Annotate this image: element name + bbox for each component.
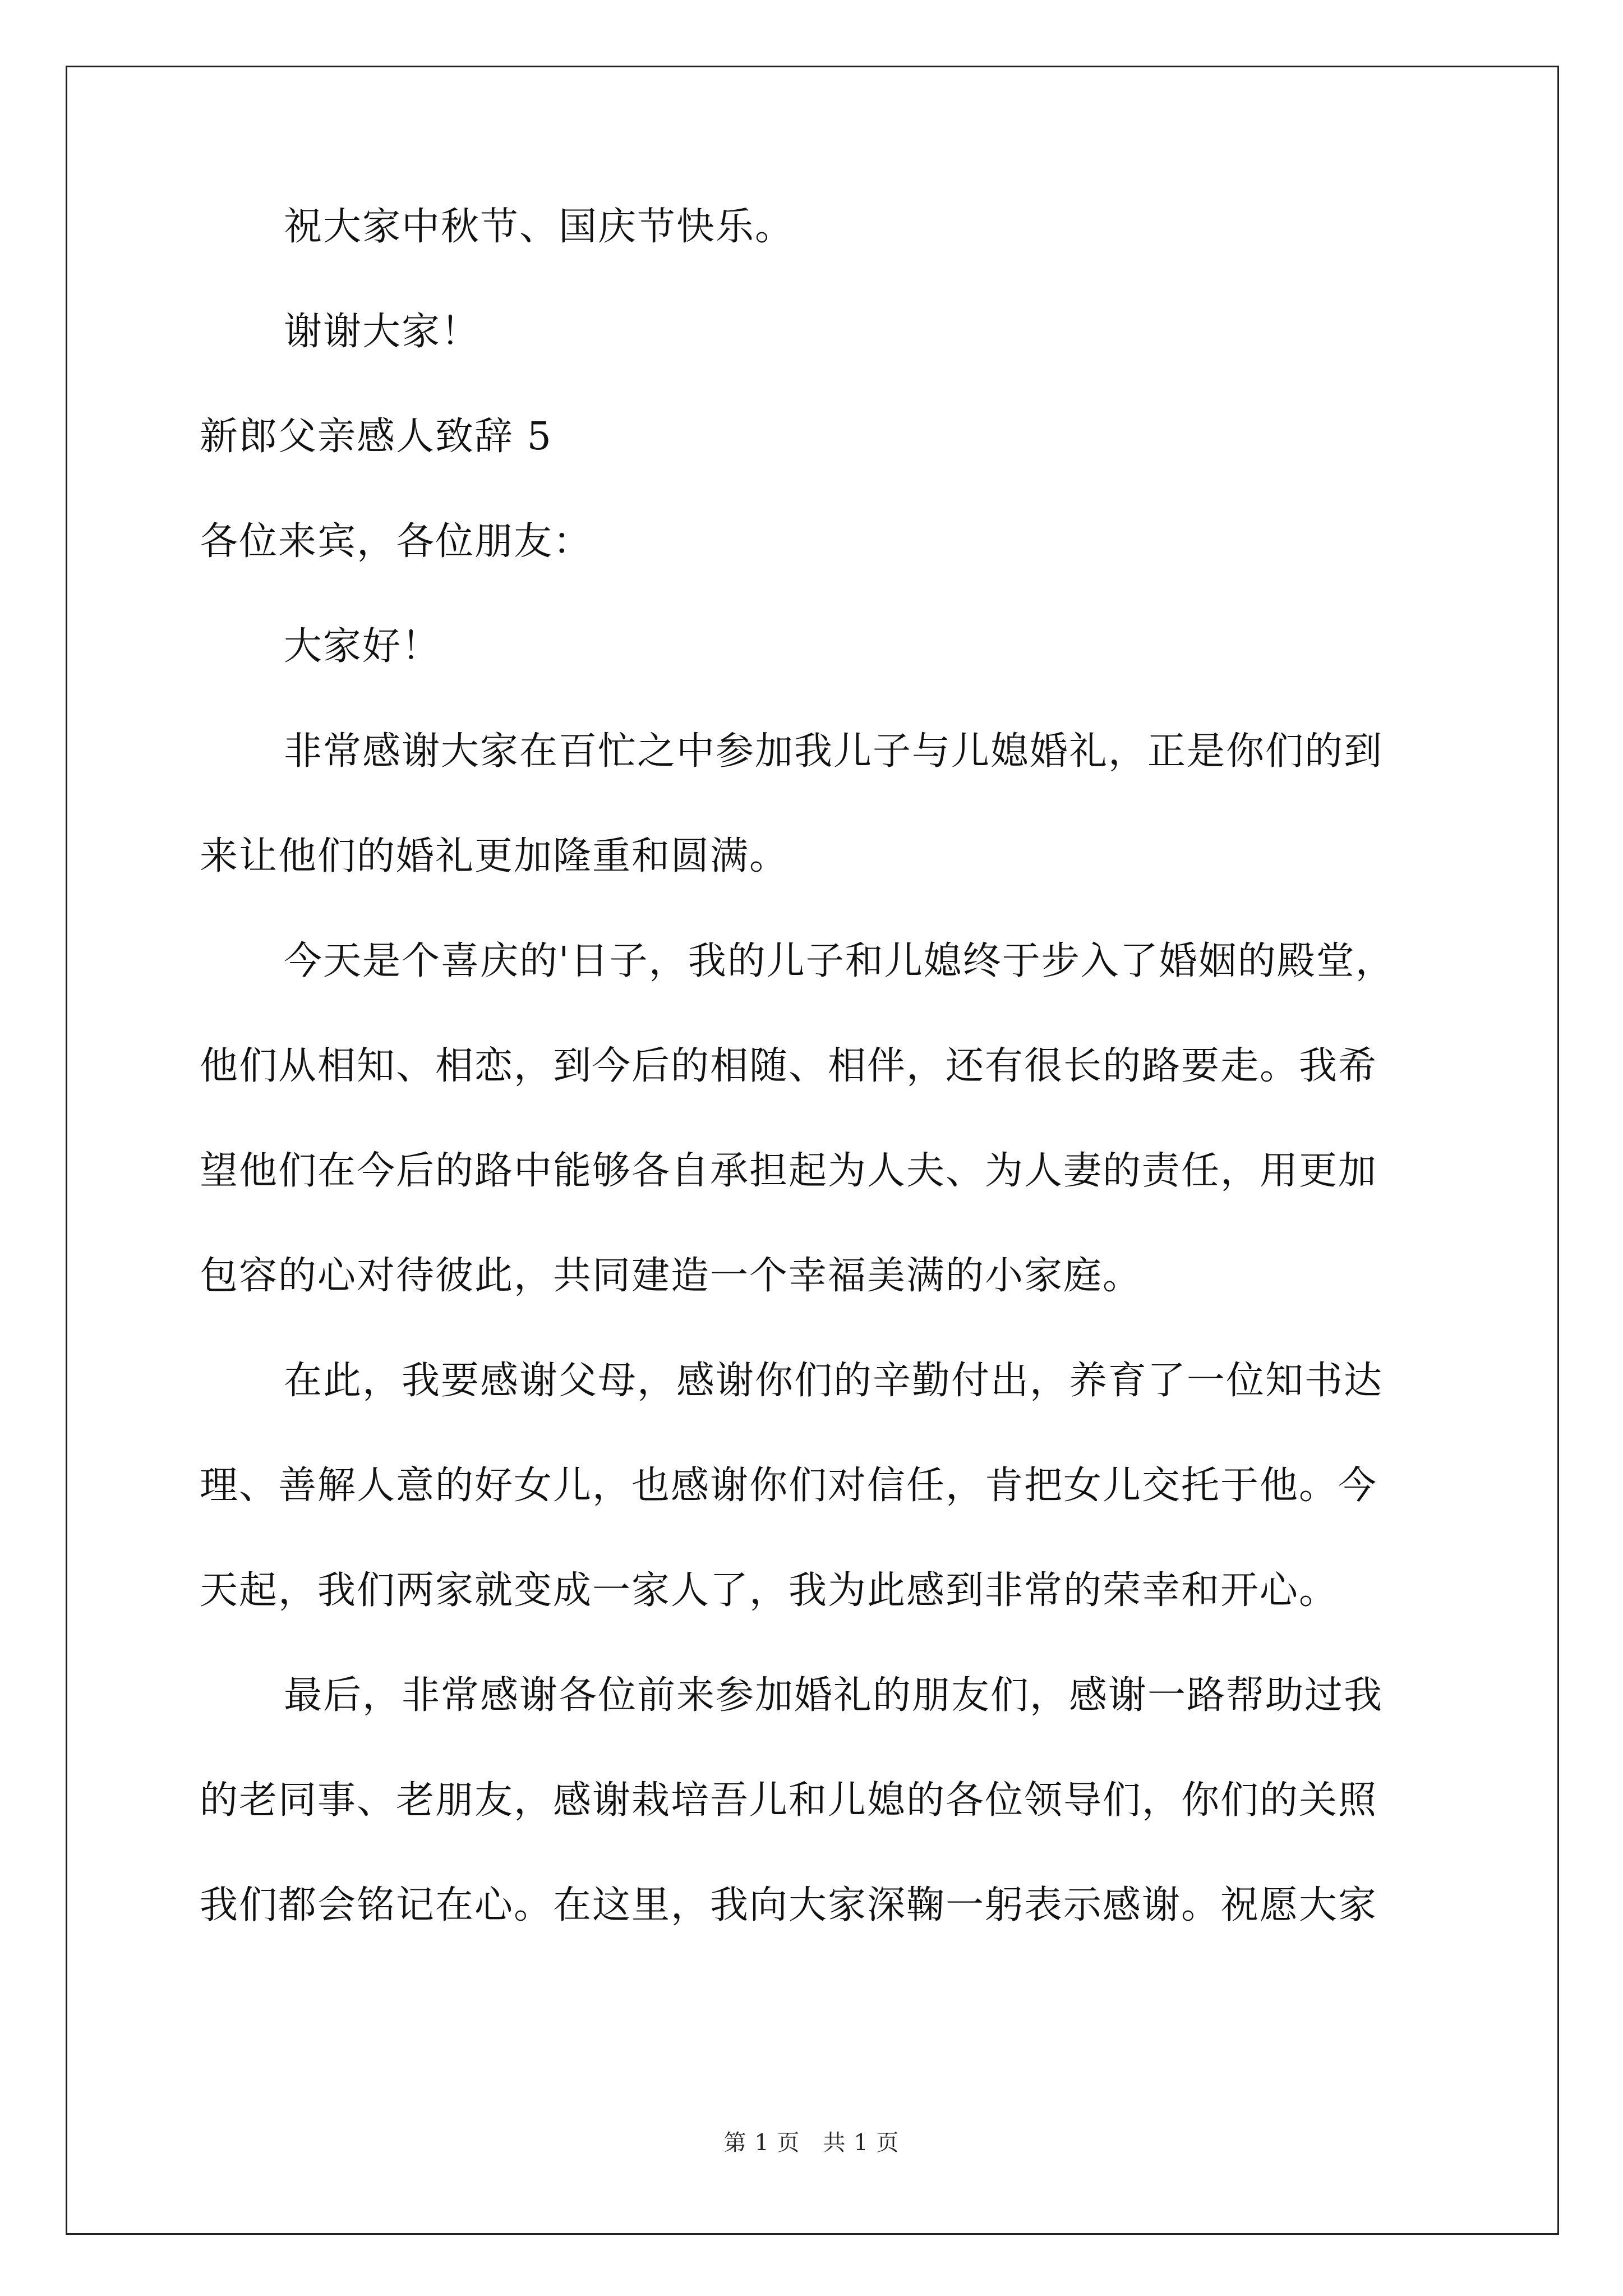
paragraph-line: 我们都会铭记在心。在这里，我向大家深鞠一躬表示感谢。祝愿大家 <box>200 1883 1378 1927</box>
paragraph-line: 今天是个喜庆的'日子，我的儿子和儿媳终于步入了婚姻的殿堂， <box>284 939 1395 983</box>
paragraph-line: 祝大家中秋节、国庆节快乐。 <box>284 205 795 249</box>
paragraph-line: 大家好！ <box>284 624 441 669</box>
paragraph-line: 在此，我要感谢父母，感谢你们的辛勤付出，养育了一位知书达 <box>284 1359 1384 1403</box>
paragraph-line: 来让他们的婚礼更加隆重和圆满。 <box>200 834 789 878</box>
paragraph-line: 的老同事、老朋友，感谢栽培吾儿和儿媳的各位领导们，你们的关照 <box>200 1778 1378 1823</box>
paragraph-line: 他们从相知、相恋，到今后的相随、相伴，还有很长的路要走。我希 <box>200 1044 1378 1088</box>
paragraph-line: 包容的心对待彼此，共同建造一个幸福美满的小家庭。 <box>200 1254 1142 1298</box>
page-number-footer: 第 1 页 共 1 页 <box>723 2130 900 2156</box>
salutation-line: 各位来宾，各位朋友： <box>200 519 593 564</box>
paragraph-line: 最后，非常感谢各位前来参加婚礼的朋友们，感谢一路帮助过我 <box>284 1673 1384 1718</box>
paragraph-line: 望他们在今后的路中能够各自承担起为人夫、为人妻的责任，用更加 <box>200 1149 1378 1193</box>
section-heading: 新郎父亲感人致辞 5 <box>200 415 552 459</box>
paragraph-line: 理、善解人意的好女儿，也感谢你们对信任，肯把女儿交托于他。今 <box>200 1464 1378 1508</box>
paragraph-line: 谢谢大家！ <box>284 310 481 354</box>
paragraph-line: 天起，我们两家就变成一家人了，我为此感到非常的荣幸和开心。 <box>200 1568 1339 1613</box>
paragraph-line: 非常感谢大家在百忙之中参加我儿子与儿媳婚礼，正是你们的到 <box>284 729 1384 774</box>
